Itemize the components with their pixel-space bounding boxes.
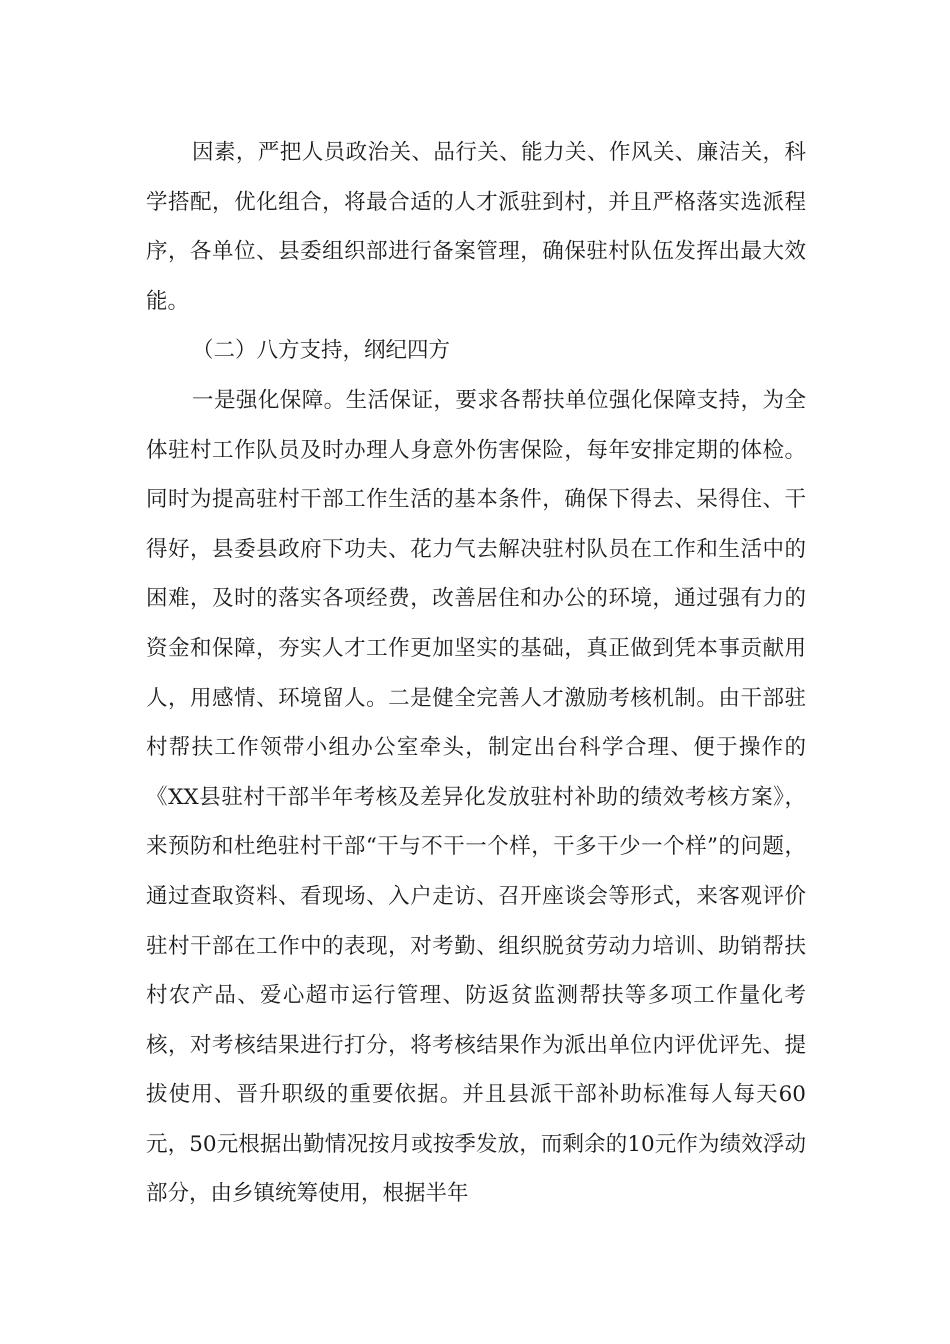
section-heading: （二）八方支持，纲纪四方 (192, 338, 451, 364)
document-body (146, 128, 806, 1219)
paragraph-continuation: 因素，严把人员政治关、品行关、能力关、作风关、廉洁关，科学搭配，优化组合，将最合适的人才派驻到村，并且严格落实选派程序，各单位、县委组织部进行备案管理，确保驻村队伍发挥出最大效能。 (146, 140, 806, 314)
paragraph-body: 一是强化保障。生活保证，要求各帮扶单位强化保障支持，为全体驻村工作队员及时办理人身意外伤害保险，每年安排定期的体检。同时为提高驻村干部工作生活的基本条件，确保下得去、呆得住、干得好，县委县政府下功夫、花力气去解决驻村队员在工作和生活中的困难，及时的落实各项经费，改善居住和办公的环境，通过强有力的资金和保障，夯实人才工作更加坚实的基础，真正做到凭本事贡献用人，用感情、环境留人。二是健全完善人才激励考核机制。由干部驻村帮扶工作领带小组办公室牵头，制定出台科学合理、便于操作的《XX县驻村干部半年考核及差异化发放驻村补助的绩效考核方案》，来预防和杜绝驻村干部“干与不干一个样，干多干少一个样”的问题，通过查取资料、看现场、入户走访、召开座谈会等形式，来客观评价驻村干部在工作中的表现，对考勤、组织脱贫劳动力培训、助销帮扶村农产品、爱心超市运行管理、防返贫监测帮扶等多项工作量化考核，对考核结果进行打分，将考核结果作为派出单位内评优评先、提拔使用、晋升职级的重要依据。并且县派干部补助标准每人每天60元，50元根据出勤情况按月或按季发放，而剩余的10元作为绩效浮动部分，由乡镇统筹使用，根据半年 (146, 387, 806, 1207)
